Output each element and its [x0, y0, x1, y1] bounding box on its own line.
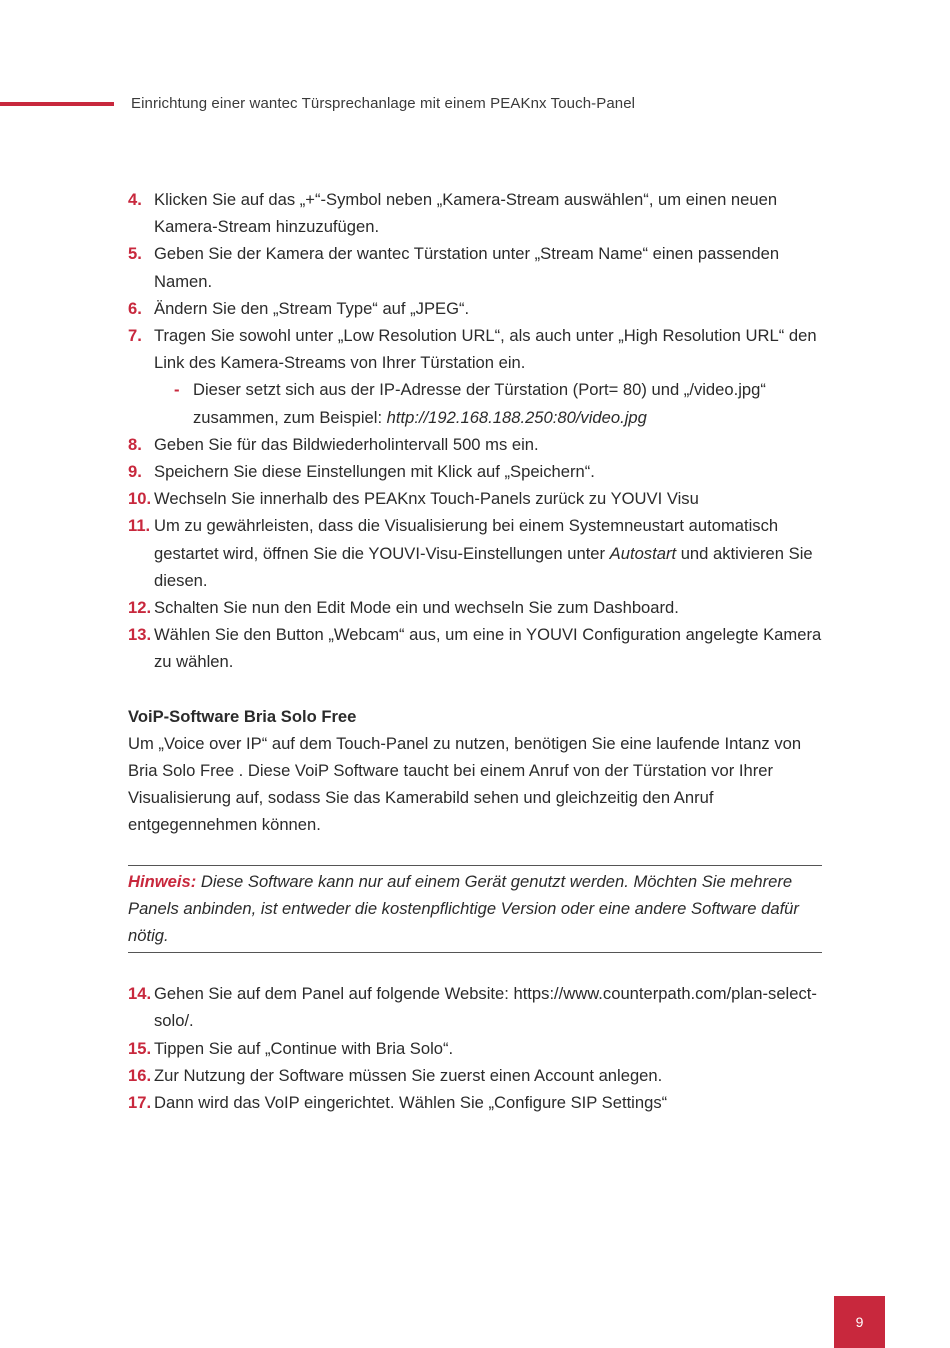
list-item [128, 458, 822, 485]
list-item [128, 1035, 822, 1062]
step-number: 6. [128, 298, 142, 318]
step-number: 13. [128, 625, 152, 645]
list-item [128, 1062, 822, 1089]
step-number: 11. [128, 516, 151, 536]
step-number: 5. [128, 244, 142, 264]
step-number: 7. [128, 326, 142, 346]
list-item [128, 1089, 822, 1116]
step-text: Um zu gewährleisten, dass die Visualisierung bei einem Systemneustart automatisch gestartet wird, öffnen Sie die YOUVI-Visu-Einstellungen unter [154, 516, 779, 563]
step-text: Wählen Sie den Button „Webcam“ aus, um eine in YOUVI Configuration angelegte Kamera zu wählen. [154, 625, 822, 672]
sub-list-item [128, 376, 822, 430]
step-text: Geben Sie der Kamera der wantec Türstation unter „Stream Name“ einen passenden Namen. [154, 244, 780, 291]
step-text: Speichern Sie diese Einstellungen mit Klick auf „Speichern“. [154, 462, 595, 482]
sub-item-text [167, 376, 822, 430]
step-text: Zur Nutzung der Software müssen Sie zuerst einen Account anlegen. [154, 1065, 663, 1085]
list-item [128, 485, 822, 512]
step-text: Geben Sie für das Bildwiederholintervall 500 ms ein. [154, 434, 539, 454]
list-item [128, 980, 822, 1034]
steps-list [128, 980, 822, 1116]
page-content [128, 186, 822, 1116]
list-item [128, 621, 822, 675]
page-number-text: 9 [855, 1314, 864, 1330]
step-text: Tippen Sie auf „Continue with Bria Solo“. [154, 1038, 454, 1058]
step-number: 10. [128, 489, 152, 509]
note-label: Hinweis: [128, 871, 197, 891]
section-paragraph: Um „Voice over IP“ auf dem Touch-Panel zu nutzen, benötigen Sie eine laufende Intanz von Bria Solo Free . Diese VoiP Software taucht bei einem Anruf von der Türstation vor Ihrer Visualisierung auf, sodass Sie das Kamerabild sehen und gleichzeitig den Anruf entgegennehmen können. [128, 733, 802, 835]
step-number: 14. [128, 984, 152, 1004]
header-accent-bar [0, 102, 114, 106]
page-number [834, 1296, 885, 1348]
step-number: 12. [128, 598, 152, 618]
list-item [128, 240, 822, 294]
list-item [128, 512, 822, 594]
step-text: und aktivieren Sie diesen. [154, 543, 813, 590]
section-heading: VoiP-Software Bria Solo Free [128, 706, 357, 726]
step-number: 17. [128, 1093, 152, 1113]
list-item [128, 322, 822, 376]
note-text: Diese Software kann nur auf einem Gerät genutzt werden. Möchten Sie mehrere Panels anbinden, ist entweder die kostenpflichtige Version oder eine andere Software dafür nötig. [128, 871, 799, 946]
step-text: Schalten Sie nun den Edit Mode ein und wechseln Sie zum Dashboard. [154, 598, 679, 618]
list-item [128, 431, 822, 458]
step-number: 9. [128, 462, 142, 482]
steps-list [128, 431, 822, 676]
list-item [128, 186, 822, 240]
list-item [128, 295, 822, 322]
step-text: Wechseln Sie innerhalb des PEAKnx Touch-Panels zurück zu YOUVI Visu [154, 489, 699, 509]
step-text: Tragen Sie sowohl unter „Low Resolution URL“, als auch unter „High Resolution URL“ den Link des Kamera-Streams von Ihrer Türstation ein. [154, 326, 817, 373]
autostart-term: Autostart [609, 543, 677, 563]
dash-bullet: - [174, 380, 180, 400]
list-item [128, 594, 822, 621]
running-header: Einrichtung einer wantec Türsprechanlage mit einem PEAKnx Touch-Panel [131, 95, 636, 112]
step-text: Ändern Sie den „Stream Type“ auf „JPEG“. [154, 298, 470, 318]
sub-item-body: Dieser setzt sich aus der IP-Adresse der Türstation (Port= 80) und „/video.jpg“ zusammen, zum Beispiel: [193, 380, 766, 427]
step-number: 8. [128, 434, 142, 454]
example-url: http://192.168.188.250:80/video.jpg [386, 407, 647, 427]
steps-list [128, 186, 822, 376]
step-number: 15. [128, 1038, 152, 1058]
step-text: Dann wird das VoIP eingerichtet. Wählen Sie „Configure SIP Settings“ [154, 1093, 668, 1113]
step-number: 16. [128, 1065, 152, 1085]
step-number: 4. [128, 190, 142, 209]
step-text: Gehen Sie auf dem Panel auf folgende Website: https://www.counterpath.com/plan-select-solo/. [154, 984, 817, 1031]
step-text: Klicken Sie auf das „+“-Symbol neben „Kamera-Stream auswählen“, um einen neuen Kamera-Stream hinzuzufügen. [154, 190, 778, 237]
note-box [128, 865, 822, 954]
